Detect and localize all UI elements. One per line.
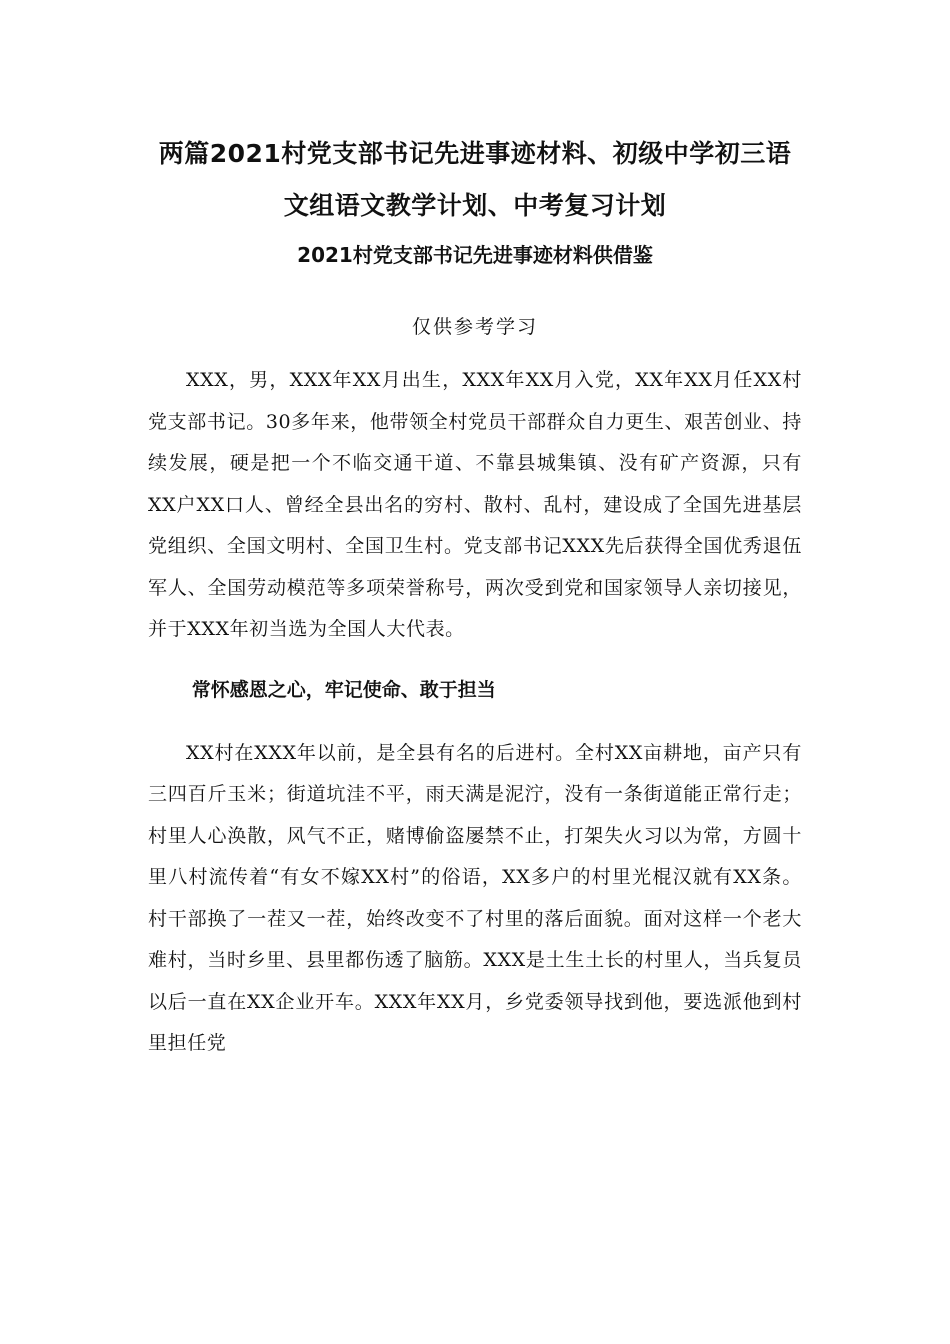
document-title-line-1: 两篇2021村党支部书记先进事迹材料、初级中学初三语: [158, 139, 792, 168]
document-subtitle: 2021村党支部书记先进事迹材料供借鉴: [297, 243, 653, 267]
document-title: [148, 128, 802, 232]
section-heading: 常怀感恩之心，牢记使命、敢于担当: [191, 678, 496, 701]
reference-note: 仅供参考学习: [411, 316, 538, 338]
body-paragraph-2: XX村在XXX年以前，是全县有名的后进村。全村XX亩耕地，亩产只有三四百斤玉米；街道坑洼不平，雨天满是泥泞，没有一条街道能正常行走；村里人心涣散，风气不正，赌博偷盗屡禁不止，打架失火习以为常，方圆十里八村流传着“有女不嫁XX村”的俗语，XX多户的村里光棍汉就有XX条。村干部换了一茬又一茬，始终改变不了村里的落后面貌。面对这样一个老大难村，当时乡里、县里都伤透了脑筋。XXX是土生土长的村里人，当兵复员以后一直在XX企业开车。XXX年XX月，乡党委领导找到他，要选派他到村里担任党: [148, 741, 802, 1054]
document-title-line-2: 文组语文教学计划、中考复习计划: [283, 191, 667, 220]
body-paragraph-1: XXX，男，XXX年XX月出生，XXX年XX月入党，XX年XX月任XX村党支部书记。30多年来，他带领全村党员干部群众自力更生、艰苦创业、持续发展，硬是把一个不临交通干道、不靠县城集镇、没有矿产资源，只有XX户XX口人、曾经全县出名的穷村、散村、乱村，建设成了全国先进基层党组织、全国文明村、全国卫生村。党支部书记XXX先后获得全国优秀退伍军人、全国劳动模范等多项荣誉称号，两次受到党和国家领导人亲切接见，并于XXX年初当选为全国人大代表。: [148, 369, 802, 640]
